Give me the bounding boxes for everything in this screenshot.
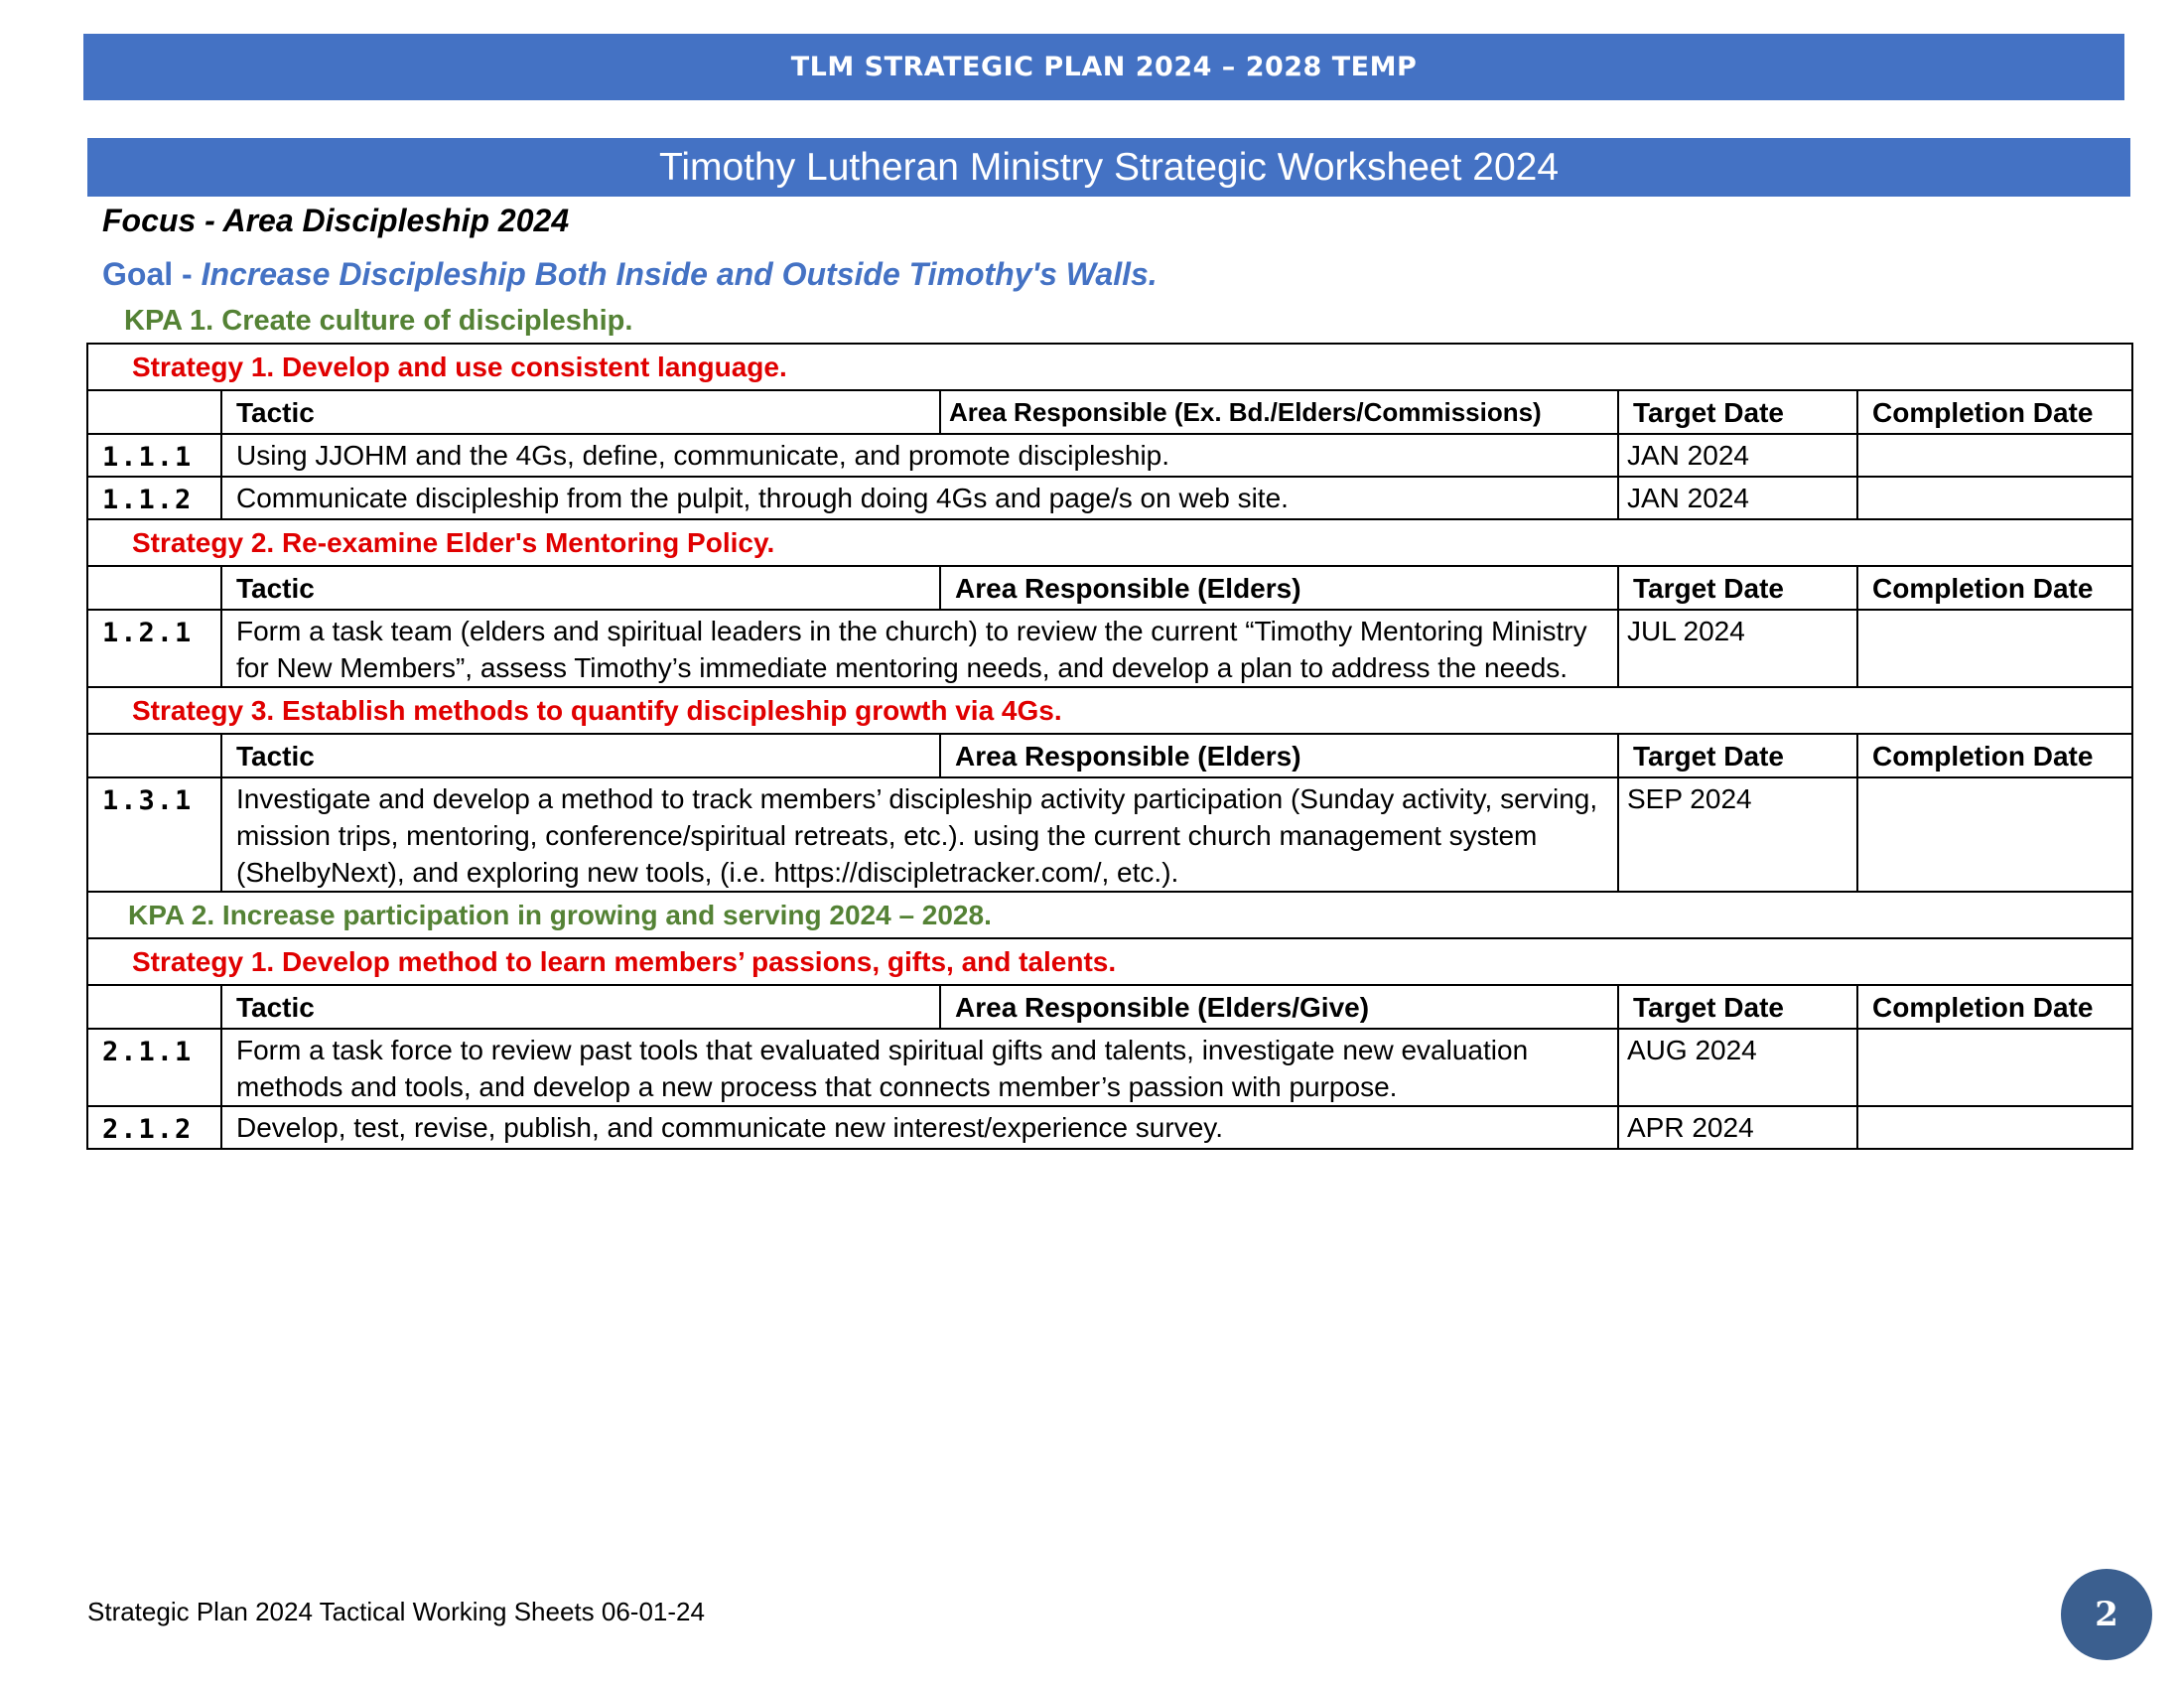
table-row [87, 610, 2132, 687]
header-area: Area Responsible (Elders) [940, 734, 1618, 777]
target-date: JUL 2024 [1618, 610, 1857, 687]
header-target: Target Date [1618, 734, 1857, 777]
strategy-2-1-title: Strategy 1. Develop method to learn members’ passions, gifts, and talents. [87, 938, 2132, 985]
focus-heading: Focus - Area Discipleship 2024 [102, 203, 570, 238]
page-number-badge: 2 [2061, 1569, 2152, 1660]
tactic-text: Form a task team (elders and spiritual leaders in the church) to review the current “Timothy Mentoring Ministry for New Members”, assess Timothy’s immediate mentoring needs, and develop a plan to address the needs. [221, 610, 1618, 687]
header-tactic: Tactic [221, 734, 940, 777]
worksheet-title-banner: Timothy Lutheran Ministry Strategic Worksheet 2024 [87, 138, 2130, 197]
table-row [87, 434, 2132, 477]
footer-text: Strategic Plan 2024 Tactical Working Sheets 06-01-24 [87, 1597, 705, 1626]
tactic-number: 1.1.1 [87, 434, 221, 477]
header-tactic: Tactic [221, 390, 940, 434]
header-completion: Completion Date [1857, 985, 2132, 1029]
strategy-1-3-title: Strategy 3. Establish methods to quantify discipleship growth via 4Gs. [87, 687, 2132, 734]
table-row [87, 1029, 2132, 1106]
header-area: Area Responsible (Elders/Give) [940, 985, 1618, 1029]
target-date: APR 2024 [1618, 1106, 1857, 1149]
table-row [87, 477, 2132, 519]
goal-heading [102, 256, 1158, 293]
completion-date [1857, 610, 2132, 687]
tactic-number: 1.1.2 [87, 477, 221, 519]
strategy-row [87, 687, 2132, 734]
header-row [87, 734, 2132, 777]
tactic-text: Communicate discipleship from the pulpit, through doing 4Gs and page/s on web site. [221, 477, 1618, 519]
header-target: Target Date [1618, 390, 1857, 434]
tactic-number: 2.1.1 [87, 1029, 221, 1106]
target-date: JAN 2024 [1618, 477, 1857, 519]
header-completion: Completion Date [1857, 734, 2132, 777]
header-row [87, 985, 2132, 1029]
goal-text: Increase Discipleship Both Inside and Outside Timothy's Walls. [201, 256, 1158, 292]
plan-title-banner: TLM STRATEGIC PLAN 2024 – 2028 TEMP [83, 34, 2124, 100]
header-target: Target Date [1618, 566, 1857, 610]
header-area: Area Responsible (Elders) [940, 566, 1618, 610]
tactic-text: Develop, test, revise, publish, and communicate new interest/experience survey. [221, 1106, 1618, 1149]
kpa-row [87, 892, 2132, 938]
table-row [87, 1106, 2132, 1149]
tactic-text: Using JJOHM and the 4Gs, define, communicate, and promote discipleship. [221, 434, 1618, 477]
target-date: AUG 2024 [1618, 1029, 1857, 1106]
completion-date [1857, 477, 2132, 519]
tactic-number: 2.1.2 [87, 1106, 221, 1149]
header-row [87, 390, 2132, 434]
strategy-row [87, 938, 2132, 985]
header-row [87, 566, 2132, 610]
tactic-number: 1.2.1 [87, 610, 221, 687]
header-num-cell [87, 390, 221, 434]
tactic-text: Form a task force to review past tools that evaluated spiritual gifts and talents, investigate new evaluation methods and tools, and develop a new process that connects member’s passion with purpose. [221, 1029, 1618, 1106]
strategy-row [87, 519, 2132, 566]
completion-date [1857, 1106, 2132, 1149]
header-num-cell [87, 734, 221, 777]
kpa1-heading: KPA 1. Create culture of discipleship. [124, 305, 633, 337]
completion-date [1857, 777, 2132, 892]
tactic-number: 1.3.1 [87, 777, 221, 892]
tactic-text: Investigate and develop a method to track members’ discipleship activity participation (Sunday activity, serving, mission trips, mentoring, conference/spiritual retreats, etc.). using the current church management system (ShelbyNext), and exploring new tools, (i.e. https://discipletracker.com/, etc.). [221, 777, 1618, 892]
goal-prefix: Goal - [102, 256, 202, 292]
header-completion: Completion Date [1857, 390, 2132, 434]
header-area: Area Responsible (Ex. Bd./Elders/Commissions) [940, 390, 1618, 434]
header-tactic: Tactic [221, 566, 940, 610]
strategy-1-1-title: Strategy 1. Develop and use consistent language. [87, 344, 2132, 390]
strategy-1-2-title: Strategy 2. Re-examine Elder's Mentoring Policy. [87, 519, 2132, 566]
strategy-table [86, 343, 2133, 1150]
header-tactic: Tactic [221, 985, 940, 1029]
kpa2-heading: KPA 2. Increase participation in growing and serving 2024 – 2028. [87, 892, 2132, 938]
completion-date [1857, 1029, 2132, 1106]
header-num-cell [87, 566, 221, 610]
table-row [87, 777, 2132, 892]
target-date: JAN 2024 [1618, 434, 1857, 477]
header-num-cell [87, 985, 221, 1029]
completion-date [1857, 434, 2132, 477]
header-completion: Completion Date [1857, 566, 2132, 610]
strategy-row [87, 344, 2132, 390]
target-date: SEP 2024 [1618, 777, 1857, 892]
header-target: Target Date [1618, 985, 1857, 1029]
